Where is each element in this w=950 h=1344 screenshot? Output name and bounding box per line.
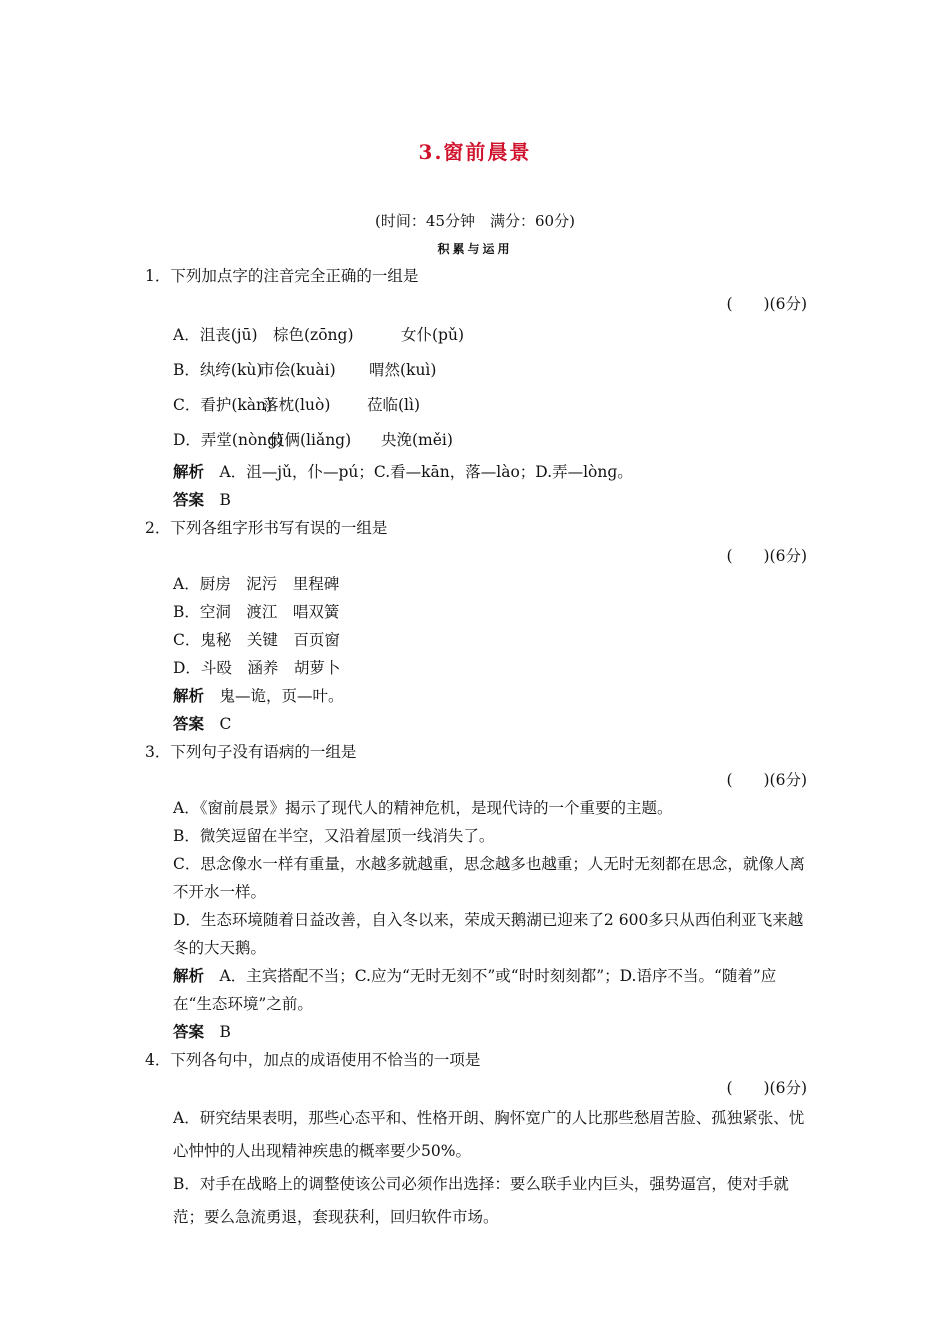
question-3-option-c: C．思念像水一样有重量，水越多就越重，思念越多也越重；人无时无刻都在思念，就像人离不开水一样。 [173, 855, 805, 901]
question-list [145, 262, 807, 1234]
question-4-stem: 4．下列各句中，加点的成语使用不恰当的一项是 [145, 1051, 481, 1069]
option-item: 市侩(kuài) [259, 361, 336, 379]
question-2-option-b: B．空洞 渡江 唱双簧 [173, 603, 340, 621]
answer-label: 答案 [173, 1022, 205, 1041]
option-item: 莅临(lì) [367, 396, 421, 414]
question-3-option-d: D．生态环境随着日益改善，自入冬以来，荣成天鹅湖已迎来了2 600多只从西伯利亚飞来越冬的大天鹅。 [173, 911, 804, 957]
question-4-option-b: B．对手在战略上的调整使该公司必须作出选择：要么联手业内巨头，强势逼宫，使对手就范；要么急流勇退，套现获利，回归软件市场。 [173, 1175, 789, 1226]
option-item: 央浼(měi) [381, 431, 453, 449]
question-1-option-c [145, 388, 807, 423]
question-3-stem: 3．下列句子没有语病的一组是 [145, 743, 357, 761]
option-item: A．沮丧(jū) [173, 326, 258, 344]
option-item: 喟然(kuì) [369, 361, 437, 379]
question-1-option-a [145, 318, 807, 353]
answer-label: 答案 [173, 714, 205, 733]
analysis-text: A．主宾搭配不当；C.应为“无时无刻不”或“时时刻刻都”；D.语序不当。“随着”应在“生态环境”之前。 [173, 967, 777, 1013]
question-2-option-c: C．鬼秘 关键 百页窗 [173, 631, 340, 649]
option-item: 棕色(zōng) [273, 326, 354, 344]
question-2-stem: 2．下列各组字形书写有误的一组是 [145, 519, 388, 537]
question-2-analysis [145, 682, 807, 710]
question-2-score: ( )(6分) [726, 547, 807, 565]
option-item: 落枕(luò) [263, 396, 331, 414]
question-3-answer [145, 1018, 807, 1046]
question-3-score: ( )(6分) [726, 771, 807, 789]
question-4-option-a: A．研究结果表明，那些心态平和、性格开朗、胸怀宽广的人比那些愁眉苦脸、孤独紧张、忧心忡忡的人出现精神疾患的概率要少50%。 [173, 1109, 805, 1160]
question-3-option-a: A．《窗前晨景》揭示了现代人的精神危机，是现代诗的一个重要的主题。 [173, 799, 673, 817]
answer-label: 答案 [173, 490, 205, 509]
option-item: 女仆(pǔ) [401, 326, 464, 344]
analysis-label: 解析 [173, 966, 205, 985]
answer-text: B [219, 491, 231, 509]
question-1-analysis [145, 458, 807, 486]
analysis-label: 解析 [173, 686, 205, 705]
analysis-text: A．沮—jǔ，仆—pú；C.看—kān，落—lào；D.弄—lònɡ。 [219, 463, 633, 481]
section-heading: 积累与运用 [437, 242, 513, 256]
question-2-option-d: D．斗殴 涵养 胡萝卜 [173, 659, 341, 677]
analysis-text: 鬼—诡，页—叶。 [219, 687, 344, 705]
answer-text: B [219, 1023, 231, 1041]
question-1-stem: 1．下列加点字的注音完全正确的一组是 [145, 267, 419, 285]
question-2-answer [145, 710, 807, 738]
page-title: 3.窗前晨景 [418, 140, 532, 164]
question-2-option-a: A．厨房 泥污 里程碑 [173, 575, 340, 593]
question-1-answer [145, 486, 807, 514]
analysis-label: 解析 [173, 462, 205, 481]
question-3-analysis [145, 962, 807, 1018]
question-4-score: ( )(6分) [726, 1079, 807, 1097]
question-1-option-b [145, 353, 807, 388]
answer-text: C [219, 715, 232, 733]
option-item: C．看护(kàn) [173, 396, 273, 414]
question-1-option-d [145, 423, 807, 458]
option-item: 伎俩(liǎng) [269, 431, 352, 449]
option-item: D．弄堂(nòng) [173, 431, 284, 449]
question-1-score: ( )(6分) [726, 295, 807, 313]
question-3-option-b: B．微笑逗留在半空，又沿着屋顶一线消失了。 [173, 827, 495, 845]
exam-info: (时间：45分钟 满分：60分) [375, 212, 575, 230]
option-item: B．纨绔(kù) [173, 361, 263, 379]
